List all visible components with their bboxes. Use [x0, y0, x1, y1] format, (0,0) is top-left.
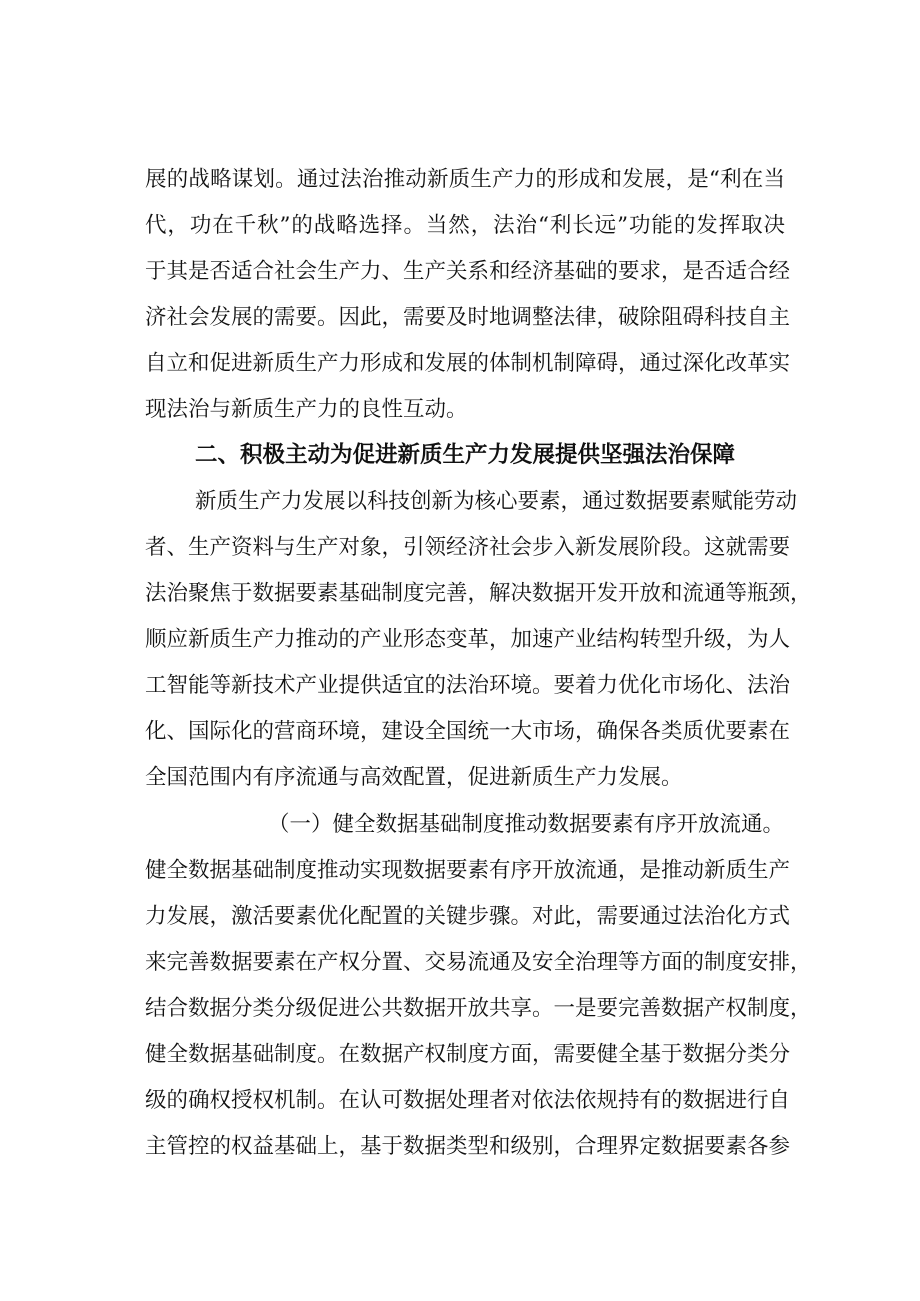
- subsection-heading: （一）健全数据基础制度推动数据要素有序开放流通。: [268, 812, 785, 837]
- paragraph-line: 新质生产力发展以科技创新为核心要素，通过数据要素赋能劳动: [195, 489, 798, 514]
- paragraph-line: 自立和促进新质生产力形成和发展的体制机制障碍，通过深化改革实: [145, 351, 791, 376]
- paragraph-line: 济社会发展的需要。因此，需要及时地调整法律，破除阻碍科技自主: [145, 305, 791, 330]
- paragraph-line: 现法治与新质生产力的良性互动。: [145, 397, 468, 422]
- paragraph-line: 来完善数据要素在产权分置、交易流通及安全治理等方面的制度安排，: [145, 950, 812, 975]
- paragraph-line: 健全数据基础制度推动实现数据要素有序开放流通，是推动新质生产: [145, 858, 791, 883]
- paragraph-line: 顺应新质生产力推动的产业形态变革，加速产业结构转型升级，为人: [145, 627, 791, 652]
- paragraph-line: 级的确权授权机制。在认可数据处理者对依法依规持有的数据进行自: [145, 1088, 791, 1113]
- paragraph-line: 者、生产资料与生产对象，引领经济社会步入新发展阶段。这就需要: [145, 535, 791, 560]
- paragraph-line: 展的战略谋划。通过法治推动新质生产力的形成和发展，是“利在当: [145, 167, 785, 192]
- paragraph-line: 健全数据基础制度。在数据产权制度方面，需要健全基于数据分类分: [145, 1042, 791, 1067]
- section-heading: 二、积极主动为促进新质生产力发展提供坚强法治保障: [195, 442, 736, 468]
- paragraph-line: 化、国际化的营商环境，建设全国统一大市场，确保各类质优要素在: [145, 719, 791, 744]
- paragraph-line: 代，功在千秋”的战略选择。当然，法治“利长远”功能的发挥取决: [145, 213, 785, 238]
- paragraph-line: 于其是否适合社会生产力、生产关系和经济基础的要求，是否适合经: [145, 259, 791, 284]
- paragraph-line: 主管控的权益基础上，基于数据类型和级别，合理界定数据要素各参: [145, 1134, 791, 1159]
- paragraph-line: 结合数据分类分级促进公共数据开放共享。一是要完善数据产权制度，: [145, 996, 812, 1021]
- paragraph-line: 法治聚焦于数据要素基础制度完善，解决数据开发开放和流通等瓶颈，: [145, 581, 812, 606]
- paragraph-line: 力发展，激活要素优化配置的关键步骤。对此，需要通过法治化方式: [145, 904, 791, 929]
- paragraph-line: 全国范围内有序流通与高效配置，促进新质生产力发展。: [145, 765, 683, 790]
- paragraph-line: 工智能等新技术产业提供适宜的法治环境。要着力优化市场化、法治: [145, 673, 791, 698]
